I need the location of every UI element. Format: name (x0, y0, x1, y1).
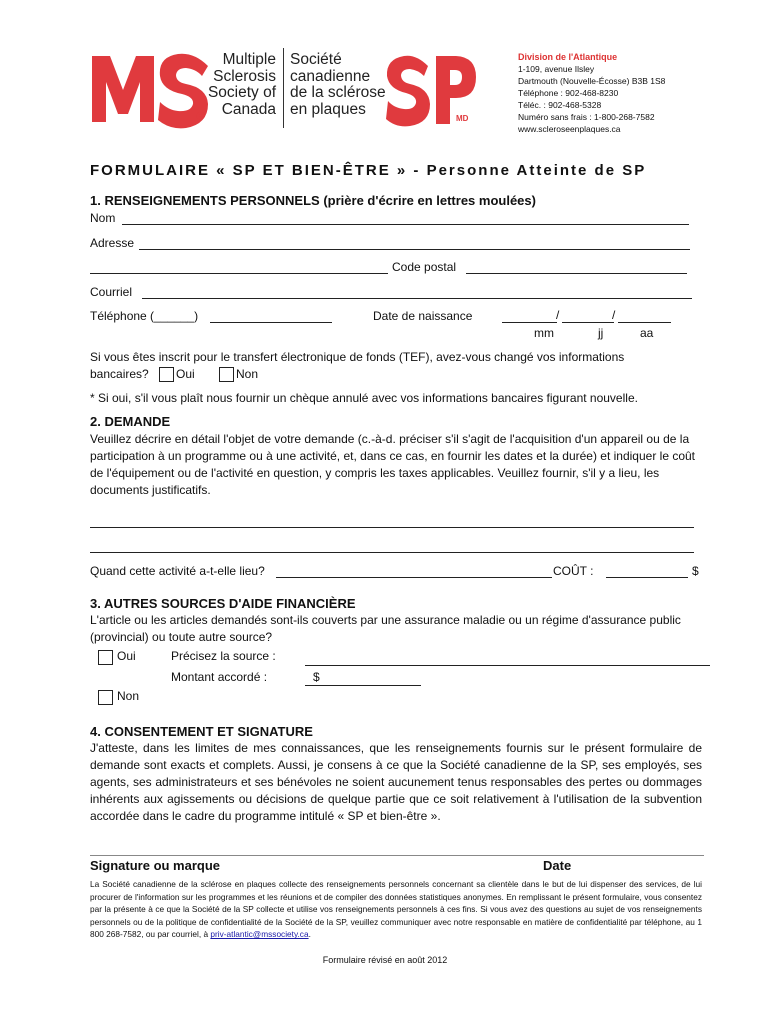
nom-field[interactable] (122, 224, 689, 225)
md-mark: MD (456, 114, 469, 123)
mm-label: mm (534, 326, 554, 340)
tef-oui-label: Oui (176, 367, 195, 381)
signature-field[interactable] (90, 855, 704, 856)
division-line: Téléphone : 902-468-8230 (518, 88, 619, 98)
autres-non-label: Non (117, 689, 140, 703)
ms-logo (90, 44, 490, 134)
code-postal-field[interactable] (466, 273, 687, 274)
registered-mark: ® (196, 109, 205, 123)
aa-label: aa (640, 326, 654, 340)
autres-non-checkbox[interactable] (98, 690, 113, 705)
code-postal-label: Code postal (392, 260, 457, 274)
jj-label: jj (598, 326, 604, 340)
date-jj-field[interactable] (562, 322, 614, 323)
section4-heading: 4. CONSENTEMENT ET SIGNATURE (90, 724, 313, 739)
tef-question: Si vous êtes inscrit pour le transfert électronique de fonds (TEF), avez-vous changé vos informations (90, 350, 625, 364)
date-label: Date (543, 858, 572, 873)
quand-label: Quand cette activité a-t-elle lieu? (90, 564, 265, 578)
telephone-label: Téléphone (______) (90, 309, 199, 323)
date-naissance-label: Date de naissance (373, 309, 473, 323)
privacy-notice: La Société canadienne de la sclérose en plaques collecte des renseignements personnels concernant sa clientèle dans le but de lui dispenser des services, de lui procurer de l'information sur les programmes et les réunions et de compiler des données statistiques anonymes. En remplissant le présent formulaire, vous consentez par la présente à ce que la Société de la SP collecte et utilise vos renseignements personnels à ces fins. Si vous avez des questions au sujet de vos renseignements personnels ou de la politique de confidentialité de la Société de la SP, veuillez communiquer avec notre responsable en matière de confidentialité par téléphone, au 1 800 268-7582, ou par courriel, à priv-atlantic@mssociety.ca. (90, 879, 702, 940)
french-name-block: Société canadienne de la sclérose en plaques (290, 51, 386, 118)
courriel-label: Courriel (90, 285, 133, 299)
montant-dollar: $ (313, 670, 320, 684)
division-line: Dartmouth (Nouvelle-Écosse) B3B 1S8 (518, 76, 666, 86)
date-aa-field[interactable] (618, 322, 671, 323)
tef-oui-checkbox[interactable] (159, 367, 174, 382)
cout-field[interactable] (606, 577, 688, 578)
section2-heading: 2. DEMANDE (90, 414, 171, 429)
cout-label: COÛT : (553, 564, 594, 578)
precisez-field[interactable] (305, 665, 710, 666)
tef-question-2: bancaires? (90, 367, 149, 381)
montant-field[interactable] (305, 685, 421, 686)
division-block (518, 51, 665, 135)
signature-label: Signature ou marque (90, 858, 221, 873)
english-name-block: Multiple Sclerosis Society of Canada (207, 51, 276, 118)
demande-line-2[interactable] (90, 552, 694, 553)
logo-divider (283, 48, 284, 128)
privacy-email-link[interactable]: priv-atlantic@mssociety.ca (210, 929, 309, 940)
courriel-field[interactable] (142, 298, 692, 299)
demande-line-1[interactable] (90, 527, 694, 528)
autres-oui-label: Oui (117, 649, 136, 663)
tef-non-label: Non (236, 367, 259, 381)
section2-text: Veuillez décrire en détail l'objet de votre demande (c.-à-d. préciser s'il s'agit de l'acquisition d'un appareil ou de la participation à un programme ou à une activité, et, dans ce cas, en fournir les dates et la durée) et indiquer le coût de l'équipement ou de l'activité en question, y compris les taxes applicables. Veuillez fournir, s'il y a lieu, les documents justificatifs. (90, 432, 696, 497)
cout-dollar: $ (692, 564, 699, 578)
date-mm-field[interactable] (502, 322, 557, 323)
precisez-label: Précisez la source : (171, 649, 276, 663)
quand-field[interactable] (276, 577, 552, 578)
section1-heading: 1. RENSEIGNEMENTS PERSONNELS (prière d'écrire en lettres moulées) (90, 193, 536, 208)
montant-label: Montant accordé : (171, 670, 268, 684)
tef-note: * Si oui, s'il vous plaît nous fournir un chèque annulé avec vos informations bancaires figurant nouvelle. (90, 391, 638, 405)
autres-oui-checkbox[interactable] (98, 650, 113, 665)
ms-logo-mark (90, 44, 212, 130)
form-title: FORMULAIRE « SP ET BIEN-ÊTRE » - Personne Atteinte de SP (90, 162, 647, 179)
division-line: www.scleroseenplaques.ca (518, 124, 621, 134)
telephone-field[interactable] (210, 322, 332, 323)
adresse-field[interactable] (139, 249, 690, 250)
division-line: Téléc. : 902-468-5328 (518, 100, 602, 110)
revision-footer: Formulaire révisé en août 2012 (322, 955, 448, 965)
division-line: Numéro sans frais : 1-800-268-7582 (518, 112, 655, 122)
division-line: 1-109, avenue Ilsley (518, 64, 595, 74)
adresse-field-2[interactable] (90, 273, 388, 274)
date-sep: / (556, 308, 560, 322)
date-sep: / (612, 308, 616, 322)
adresse-label: Adresse (90, 236, 135, 250)
division-title: Division de l'Atlantique (518, 52, 618, 62)
section3-heading: 3. AUTRES SOURCES D'AIDE FINANCIÈRE (90, 596, 356, 611)
nom-label: Nom (90, 211, 116, 225)
section4-text: J'atteste, dans les limites de mes connaissances, que les renseignements fournis sur le présent formulaire de demande sont exacts et complets. Aussi, je consens à ce que la Société canadienne de la SP, ses employés, ses agents, ses administrateurs et ses bénévoles ne soient aucunement tenus responsables des pertes ou dommages inhérents aux agissements ou décisions de quelque partie que ce soit relativement à l'utilisation de la subvention accordée dans le cadre du programme intitulé « SP et bien-être ». (90, 741, 702, 823)
tef-non-checkbox[interactable] (219, 367, 234, 382)
section3-text: L'article ou les articles demandés sont-ils couverts par une assurance maladie ou un régime d'assurance public (provincial) ou toute autre source? (90, 613, 681, 644)
